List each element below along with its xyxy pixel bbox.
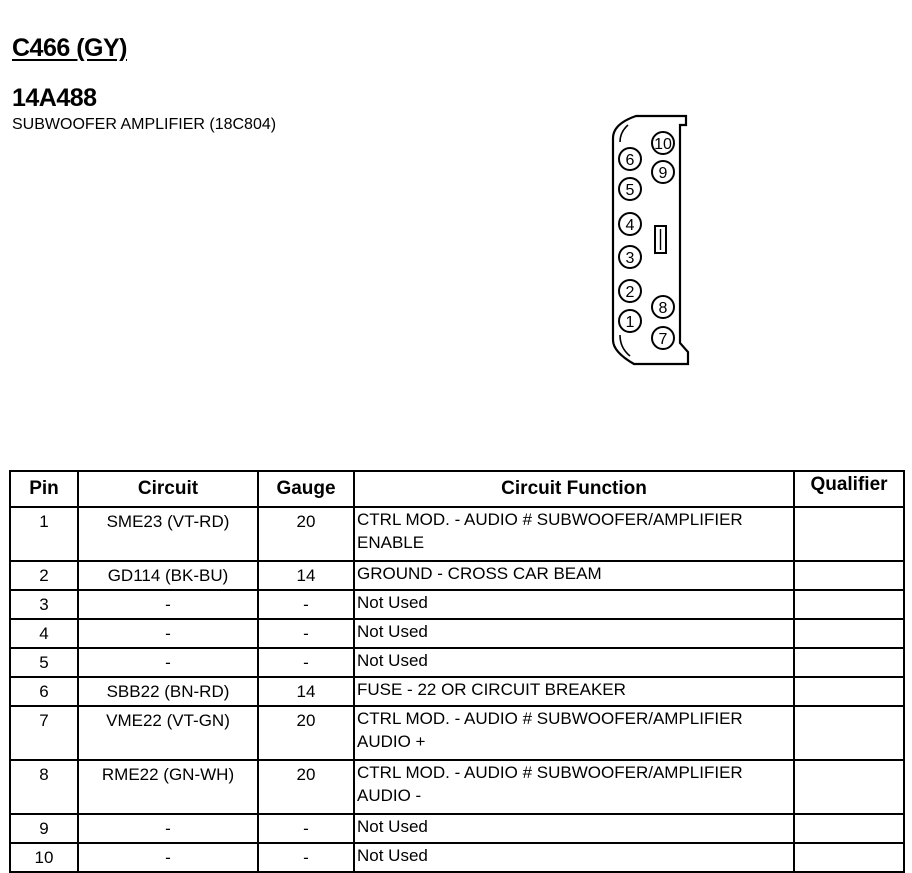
pin-cell: 9 [10,814,78,843]
qualifier-cell [794,561,904,590]
pin-10 [652,132,674,154]
table-row [10,760,904,814]
circuit-function-cell: Not Used [354,843,794,872]
table-header-row [10,471,904,507]
pin-4 [619,213,641,235]
gauge-cell: - [258,590,354,619]
pin-4-label: 4 [625,217,635,234]
circuit-cell: - [78,843,258,872]
pin-8-label: 8 [658,300,668,317]
table-row [10,619,904,648]
qualifier-cell [794,648,904,677]
pin-10-label: 10 [654,136,672,153]
pin-8 [652,296,674,318]
pin-cell: 4 [10,619,78,648]
connector-id: C466 (GY) [12,34,127,62]
pin-cell: 5 [10,648,78,677]
qualifier-cell [794,814,904,843]
pin-7 [652,327,674,349]
connector-housing [613,116,688,364]
col-header-pin: Pin [10,471,78,507]
table-row [10,843,904,872]
circuit-function-cell: CTRL MOD. - AUDIO # SUBWOOFER/AMPLIFIER AUDIO + [354,706,794,760]
gauge-cell: - [258,814,354,843]
col-header-qualifier: Qualifier [794,471,904,507]
gauge-cell: - [258,843,354,872]
circuit-cell: SBB22 (BN-RD) [78,677,258,706]
circuit-cell: - [78,619,258,648]
circuit-function-cell: GROUND - CROSS CAR BEAM [354,561,794,590]
pin-cell: 6 [10,677,78,706]
pin-9-label: 9 [658,165,668,182]
gauge-cell: 20 [258,706,354,760]
gauge-cell: - [258,648,354,677]
gauge-cell: 14 [258,677,354,706]
pin-9 [652,161,674,183]
pin-7-label: 7 [658,331,668,348]
circuit-function-cell: CTRL MOD. - AUDIO # SUBWOOFER/AMPLIFIER ENABLE [354,507,794,561]
gauge-cell: 20 [258,760,354,814]
pin-2 [619,280,641,302]
table-row [10,561,904,590]
pin-6-label: 6 [625,152,635,169]
table-row [10,590,904,619]
gauge-cell: 14 [258,561,354,590]
qualifier-cell [794,843,904,872]
connector-face-diagram [600,108,700,374]
circuit-cell: - [78,648,258,677]
table-row [10,706,904,760]
circuit-function-cell: Not Used [354,619,794,648]
circuit-function-cell: Not Used [354,648,794,677]
circuit-cell: VME22 (VT-GN) [78,706,258,760]
qualifier-cell [794,677,904,706]
gauge-cell: 20 [258,507,354,561]
qualifier-cell [794,619,904,648]
pin-1-label: 1 [625,314,635,331]
housing-inner-line [620,335,630,356]
pin-5-label: 5 [625,182,635,199]
pin-cell: 8 [10,760,78,814]
circuit-cell: - [78,814,258,843]
pin-cell: 2 [10,561,78,590]
circuit-function-cell: Not Used [354,814,794,843]
table-row [10,648,904,677]
col-header-gauge: Gauge [258,471,354,507]
circuit-function-cell: Not Used [354,590,794,619]
circuit-cell: - [78,590,258,619]
component-name: SUBWOOFER AMPLIFIER (18C804) [12,116,277,133]
qualifier-cell [794,507,904,561]
col-header-circuit: Circuit [78,471,258,507]
circuit-cell: RME22 (GN-WH) [78,760,258,814]
pin-2-label: 2 [625,284,635,301]
pin-5 [619,178,641,200]
circuit-function-cell: CTRL MOD. - AUDIO # SUBWOOFER/AMPLIFIER AUDIO - [354,760,794,814]
housing-inner-line [620,125,628,142]
table-row [10,677,904,706]
pin-cell: 1 [10,507,78,561]
table-row [10,814,904,843]
gauge-cell: - [258,619,354,648]
col-header-circuit-function: Circuit Function [354,471,794,507]
pin-6 [619,148,641,170]
qualifier-cell [794,760,904,814]
pin-cell: 10 [10,843,78,872]
pin-cell: 7 [10,706,78,760]
pinout-table [9,470,905,873]
pin-cell: 3 [10,590,78,619]
pin-3 [619,246,641,268]
circuit-function-cell: FUSE - 22 OR CIRCUIT BREAKER [354,677,794,706]
pin-3-label: 3 [625,250,635,267]
pin-1 [619,310,641,332]
qualifier-cell [794,590,904,619]
table-row [10,507,904,561]
circuit-cell: SME23 (VT-RD) [78,507,258,561]
circuit-cell: GD114 (BK-BU) [78,561,258,590]
qualifier-cell [794,706,904,760]
part-number: 14A488 [12,84,97,112]
